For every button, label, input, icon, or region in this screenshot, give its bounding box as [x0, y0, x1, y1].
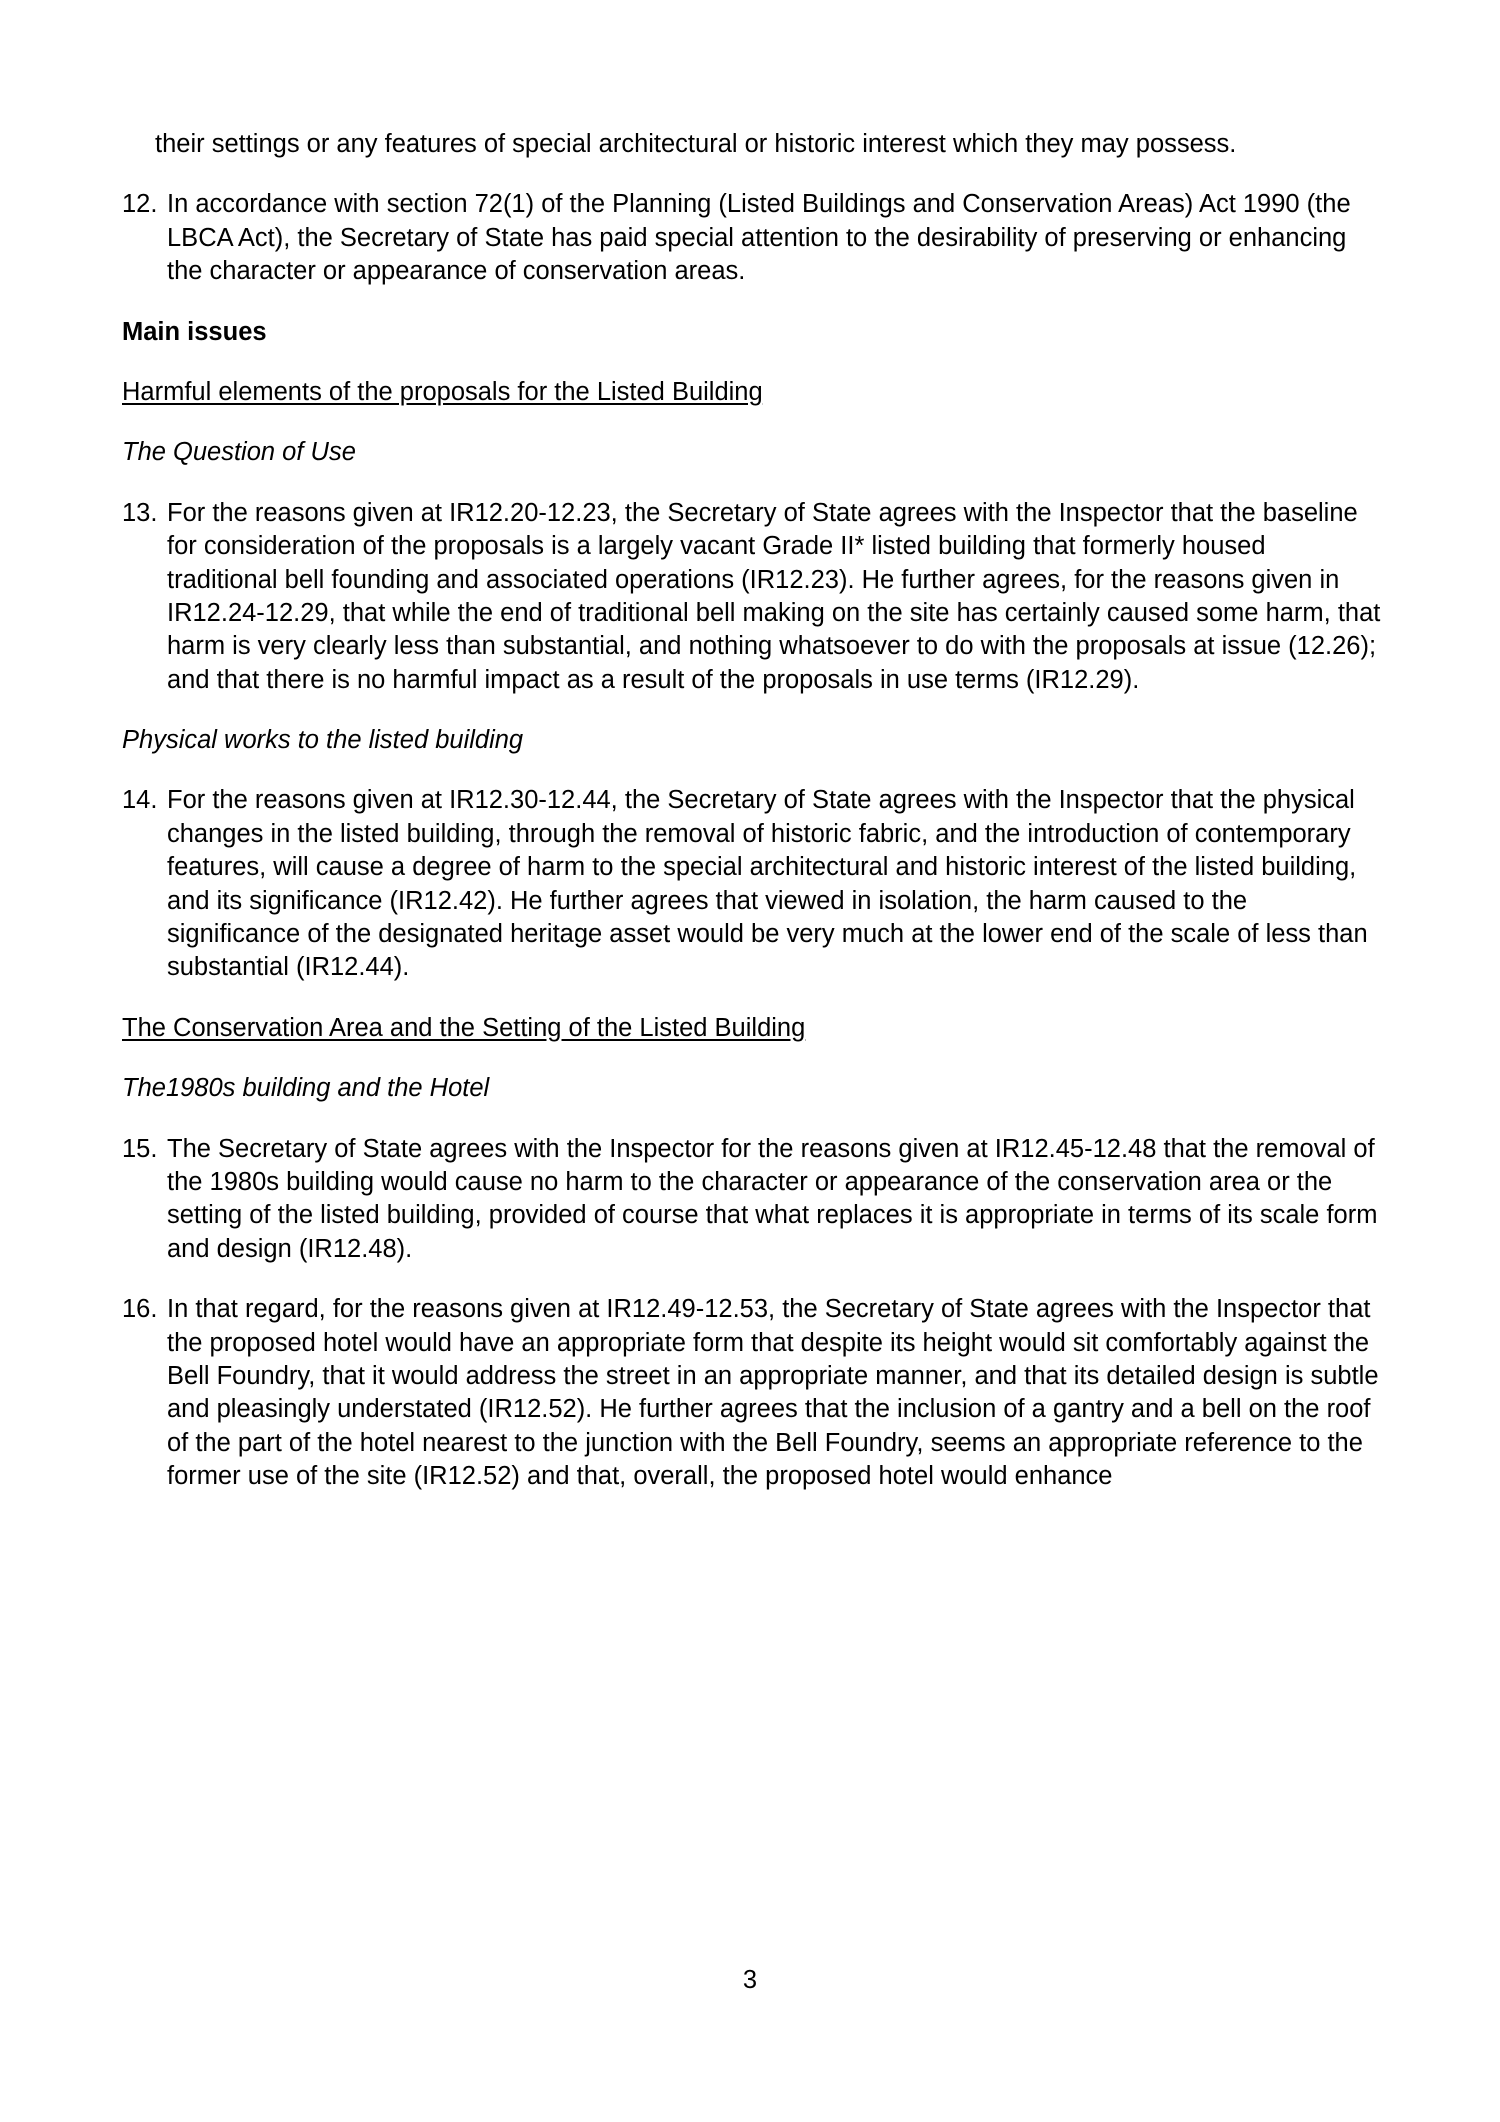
paragraph-13-number: 13. [122, 498, 158, 527]
paragraph-continuation: their settings or any features of special architectural or historic interest which they may possess. [155, 130, 1237, 158]
paragraph-14-text: For the reasons given at IR12.30-12.44, the Secretary of State agrees with the Inspector that the physical changes in the listed building, through the removal of historic fabric, and the introduction of contemporary features, will cause a degree of harm to the special architectural and historic interest of the listed building, and its significance (IR12.42). He further agrees that viewed in isolation, the harm caused to the significance of the designated heritage asset would be very much at the lower end of the scale of less than substantial (IR12.44). [167, 786, 1368, 982]
paragraph-14 [122, 784, 1382, 984]
paragraph-16-text: In that regard, for the reasons given at IR12.49-12.53, the Secretary of State agrees with the Inspector that the proposed hotel would have an appropriate form that despite its height would sit comfortably against the Bell Foundry, that it would address the street in an appropriate manner, and that its detailed design is subtle and pleasingly understated (IR12.52). He further agrees that the inclusion of a gantry and a bell on the roof of the part of the hotel nearest to the junction with the Bell Foundry, seems an appropriate reference to the former use of the site (IR12.52) and that, overall, the proposed hotel would enhance [167, 1295, 1379, 1491]
paragraph-15-text: The Secretary of State agrees with the Inspector for the reasons given at IR12.45-12.48 that the removal of the 1980s building would cause no harm to the character or appearance of the conservation area or the setting of the listed building, provided of course that what replaces it is appropriate in terms of its scale form and design (IR12.48). [167, 1134, 1378, 1263]
paragraph-15 [122, 1133, 1382, 1267]
heading-physical-works: Physical works to the listed building [122, 726, 524, 755]
heading-conservation-area: The Conservation Area and the Setting of the Listed Building [122, 1013, 806, 1042]
paragraph-12-text: In accordance with section 72(1) of the Planning (Listed Buildings and Conservation Areas) Act 1990 (the LBCA Act), the Secretary of State has paid special attention to the desirability of preserving or enhancing the character or appearance of conservation areas. [167, 190, 1351, 286]
paragraph-13 [122, 497, 1382, 697]
paragraph-16 [122, 1293, 1382, 1493]
paragraph-12 [122, 188, 1382, 288]
paragraph-15-number: 15. [122, 1134, 158, 1163]
paragraph-12-number: 12. [122, 190, 158, 219]
heading-harmful-elements: Harmful elements of the proposals for the Listed Building [122, 377, 763, 406]
page-content [122, 128, 1382, 1521]
paragraph-14-number: 14. [122, 786, 158, 815]
heading-question-of-use: The Question of Use [122, 438, 356, 467]
paragraph-16-number: 16. [122, 1295, 158, 1324]
heading-main-issues: Main issues [122, 317, 267, 346]
page-number: 3 [742, 1966, 758, 1994]
paragraph-13-text: For the reasons given at IR12.20-12.23, the Secretary of State agrees with the Inspector that the baseline for consideration of the proposals is a largely vacant Grade II* listed building that formerly housed traditional bell founding and associated operations (IR12.23). He further agrees, for the reasons given in IR12.24-12.29, that while the end of traditional bell making on the site has certainly caused some harm, that harm is very clearly less than substantial, and nothing whatsoever to do with the proposals at issue (12.26); and that there is no harmful impact as a result of the proposals in use terms (IR12.29). [167, 498, 1381, 694]
heading-1980s-building-hotel: The1980s building and the Hotel [122, 1074, 490, 1103]
